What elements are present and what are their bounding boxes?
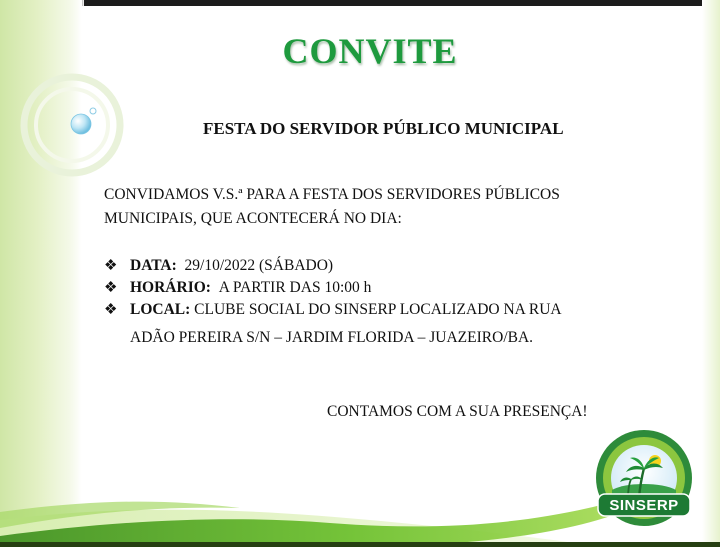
diamond-bullet-icon: ❖: [104, 258, 118, 274]
detail-value: CLUBE SOCIAL DO SINSERP LOCALIZADO NA RUA: [194, 301, 562, 318]
bubble-icon: [71, 114, 91, 134]
detail-time: [104, 279, 644, 301]
closing-line: CONTAMOS COM A SUA PRESENÇA!: [327, 403, 588, 420]
event-subtitle: FESTA DO SERVIDOR PÚBLICO MUNICIPAL: [203, 119, 564, 138]
detail-date: [104, 257, 644, 279]
logo-text: SINSERP: [609, 497, 679, 514]
diamond-bullet-icon: ❖: [104, 280, 118, 296]
page-title: CONVITE: [282, 31, 458, 71]
detail-location: [104, 301, 644, 323]
intro-line: CONVIDAMOS V.S.ª PARA A FESTA DOS SERVIDORES PÚBLICOS: [104, 186, 560, 203]
detail-location-continuation: ADÃO PEREIRA S/N – JARDIM FLORIDA – JUAZEIRO/BA.: [130, 329, 534, 346]
diamond-bullet-icon: ❖: [104, 302, 118, 318]
bottom-border: [0, 542, 720, 547]
intro-paragraph: [104, 183, 624, 231]
details-list: [104, 257, 644, 349]
small-bubble-icon: [90, 108, 96, 114]
detail-label: HORÁRIO: A PARTIR DAS 10:00 h: [130, 279, 372, 296]
detail-label: LOCAL: CLUBE SOCIAL DO SINSERP LOCALIZADO NA RUA: [130, 301, 562, 318]
detail-value: 29/10/2022 (SÁBADO): [184, 257, 334, 274]
intro-line: MUNICIPAIS, QUE ACONTECERÁ NO DIA:: [104, 210, 402, 227]
detail-value: A PARTIR DAS 10:00 h: [218, 279, 372, 296]
sinserp-logo: [592, 428, 696, 532]
detail-label: DATA: 29/10/2022 (SÁBADO): [130, 257, 334, 274]
